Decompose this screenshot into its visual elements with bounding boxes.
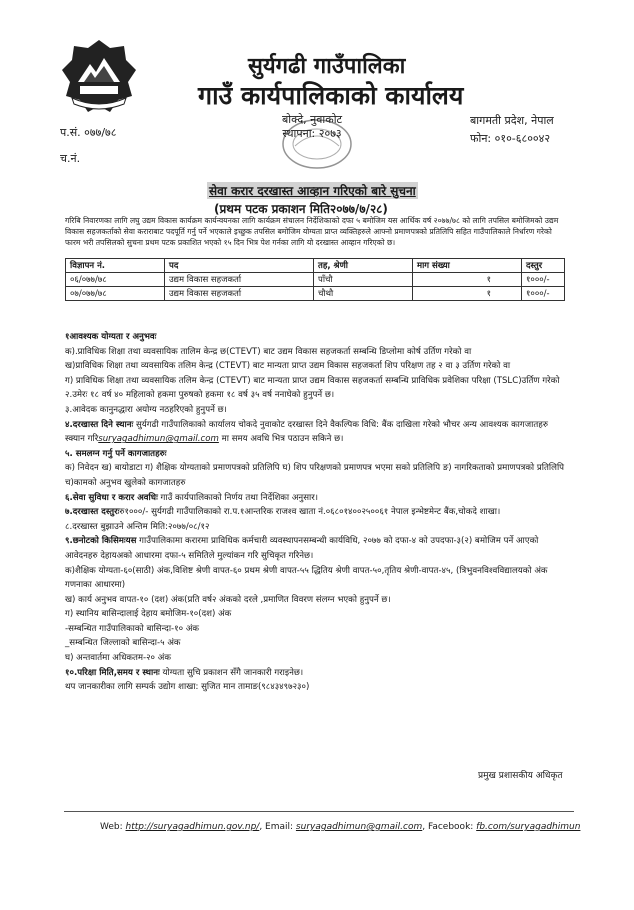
application-email-link[interactable]: suryagadhimun@gmail.com — [98, 434, 219, 445]
cell-demand: १ — [413, 287, 522, 301]
table-header-row — [66, 259, 565, 273]
vacancy-table — [65, 258, 565, 301]
footer-divider — [64, 811, 574, 812]
qualification-a: क).प्राविधिक शिक्षा तथा व्यवसायिक तालिम केन्द्र छ(CTEVT) बाट उद्यम विकास सहजकर्ता सम्बन्धि डिप्लोमा कोर्ष उर्तिण गरेको वा — [65, 346, 472, 357]
selection-heading: ९.छनोटको किसिमःयस — [65, 536, 137, 547]
table-row — [66, 273, 565, 287]
notice-body — [65, 330, 565, 695]
qualification-b: ख)प्राविधिक शिक्षा तथा व्यवसायिक तलिम केन्द्र (CTEVT) बाट मान्यता प्राप्त उद्यम विकास सहजकर्ता शिप परिक्षण तह २ वा ३ उर्तिण गरेको वा — [65, 361, 511, 372]
service-terms-text: गाउँ कार्यपालिकाको निर्णय तथा निर्देशिका अनुसार। — [160, 492, 319, 503]
province: बागमती प्रदेश, नेपाल — [470, 114, 554, 127]
chalani-number: च.नं. — [60, 152, 81, 165]
section-application-place — [65, 418, 565, 447]
section-qualification-heading: १आवश्यक योग्यता र अनुभवः — [65, 332, 157, 342]
cell-ad-no: ०७/०७७/७८ — [66, 287, 165, 301]
col-header-fee: दस्तुर — [522, 259, 565, 273]
cell-post: उद्यम विकास सहजकर्ता — [165, 287, 314, 301]
application-place-text: सुर्यगढी गाउँपालिकाको कार्यालय चोकदे नुवाकोट दरखास्त दिने वैकल्पिक विधि: बैंक दाखिला गरेको भौचर अन्य आवश्यक कागजातहरु स्क्यान गरि — [65, 419, 548, 445]
notice-intro: गरिबि निवारणका लागि लघु उद्यम विकास कार्यक्रम कार्यन्वयनका लागि कार्यक्रम संचालन निर्देशिकाको दफा ५ बमोजिम यस आर्थिक वर्ष २०७७/७८ को लागि तपसिल बमोजिमको उद्यम विकास सहजकर्ताको सेवा कराराबाट पदपूर्ति गर्नु पर्ने भएकाले इच्छुक तपसिल बमोजिम योग्यता प्राप्त व्यक्तिहरुले आफ्नो प्रमाणपत्रको प्रतिलिपि सहित गाउँपालिकाले निर्धारण गरेको फारम भरी तपसिलको सुचना प्रथम पटक प्रकाशित भएको १५ दिन भित्र पेश गर्नका लागि यो दरखास्त आव्हान गरिएको छ। — [65, 216, 559, 247]
office-address — [282, 113, 342, 141]
footer-web-link[interactable]: http://suryagadhimun.gov.np/ — [125, 822, 260, 832]
cell-post: उद्यम विकास सहजकर्ता — [165, 273, 314, 287]
table-row — [66, 287, 565, 301]
notice-subtitle: (प्रथम पटक प्रकाशन मिति२०७७/७/२८) — [214, 202, 388, 216]
selection-c: ग) स्थानिय बासिन्दालाई देहाय बमोजिम-१०(दश) अंक — [65, 609, 232, 620]
service-terms-heading: ६.सेवा सुविधा र करार अवधिः — [65, 492, 158, 503]
nepal-emblem-icon — [58, 36, 140, 118]
footer — [100, 822, 580, 832]
address-line: बोक्दे, नुवाकोट — [282, 113, 343, 126]
qualification-c: ग) प्राविधिक शिक्षा तथा व्यवसायिक तलिम केन्द्र (CTEVT) बाट मान्यता प्राप्त उद्यम विकास सहजकर्ता सम्बन्धि प्राविधिक प्रवेशिका परिक्षा (TSLC)उर्तिण गरेको — [65, 375, 560, 386]
section-deadline: ८.दरखास्त बुझाउने अन्तिम मिति:२०७७/०८/१२ — [65, 521, 210, 532]
application-fee-heading: ७.दरखास्त दस्तुरः — [65, 507, 120, 518]
selection-a: क)शैक्षिक योग्यता-६०(साठी) अंक,विशिष्ट श्रेणी वापत-६० प्रथम श्रेणी वापत-५५ द्धितिय श्रेणी वापत-५०,तृतिय श्रेणी-वापत-४५, (त्रिभुवनविश्वविद्यालयको अंक गणनाका आधारमा) — [65, 565, 548, 591]
application-place-tail: मा समय अवधि भित्र पठाउन सकिने छ। — [221, 434, 344, 445]
phone: फोन: ०१०-६८००४२ — [470, 132, 551, 145]
notice-title: सेवा करार दरखास्त आव्हान गरिएको बारे सुचना — [209, 184, 416, 198]
selection-c2: _सम्बन्धित जिल्लाको बासिन्दा-५ अंक — [65, 638, 181, 649]
section-application-fee — [65, 505, 565, 520]
section-eligibility: ३.आवेदक कानुनद्धारा अयोग्य नठहरिएको हुनुपर्ने छ। — [65, 404, 227, 415]
cell-demand: १ — [413, 273, 522, 287]
exam-text: योग्यता सुचि प्रकाशन सँगै जानकारी गराइनेछ। — [162, 667, 304, 678]
cell-fee: १०००/- — [522, 287, 565, 301]
cell-ad-no: ०६/०७७/७८ — [66, 273, 165, 287]
exam-heading: १०.परिक्षा मिति,समय र स्थानः — [65, 667, 160, 678]
section-age: २.उमेरः १८ वर्ष ४० महिलाको हकमा पुरुषको हकमा १८ वर्ष ३५ वर्ष ननाघेको हुनुपर्ने छ। — [65, 390, 335, 401]
footer-web-label: Web: — [100, 822, 126, 832]
application-fee-text: रु१०००/- सुर्यगढी गाउँपालिकाको रा.प.१आन्तरिक राजश्व खाता नं.०६८०१४००२५००६१ नेपाल इन्भेष्टमेन्ट बैंक,चोकदे शाखा। — [119, 507, 501, 518]
section-service-terms — [65, 491, 565, 506]
office-name: गाउँ कार्यपालिकाको कार्यालय — [198, 81, 464, 110]
established-line: स्थापना: २०७३ — [282, 127, 342, 140]
section-selection — [65, 534, 565, 563]
patra-sankhya: प.सं. ०७७/७८ — [60, 126, 117, 139]
col-header-demand: माग संख्या — [413, 259, 522, 273]
cell-level: पाँचौ — [314, 273, 413, 287]
application-place-heading: ४.दरखास्त दिने स्थानः — [65, 419, 134, 430]
selection-c1: -सम्बन्धित गाउँपालिकाको बासिन्दा-१० अंक — [65, 623, 199, 634]
footer-fb-label: , Facebook: — [422, 822, 477, 832]
section-exam — [65, 666, 565, 681]
reference-numbers — [60, 120, 116, 172]
contact-info — [470, 112, 554, 148]
footer-email-link[interactable]: suryagadhimun@gmail.com — [295, 822, 423, 832]
cell-fee: १०००/- — [522, 273, 565, 287]
contact-line: थप जानकारीका लागि सम्पर्क उद्योग शाखा: सुजित मान तामाङ(९८४३४९७२३०) — [65, 682, 310, 693]
municipality-name: सुर्यगढी गाउँपालिका — [248, 54, 406, 79]
footer-email-label: , Email: — [259, 822, 296, 832]
col-header-ad-no: विज्ञापन नं. — [66, 259, 165, 273]
selection-text: गाउँपालिकामा करारमा प्राविधिक कर्मचारी व्यवस्थापनसम्बन्धी कार्यविधि, २०७७ को दफा-४ को उपदफा-३(२) बमोजिम पर्ने आएको आवेदनहरु देहायअको आधारमा दफा-५ समितिले मुल्यांकन गरि सुचिकृत गरिनेछ। — [65, 536, 539, 561]
signatory-title: प्रमुख प्रशासकीय अधिकृत — [478, 771, 563, 781]
col-header-level: तह, श्रेणी — [314, 259, 413, 273]
col-header-post: पद — [165, 259, 314, 273]
section-documents-heading: ५. समलग्न गर्नु पर्ने कागजातहरुः — [65, 448, 167, 459]
cell-level: चौथौ — [314, 287, 413, 301]
documents-list: क) निवेदन ख) बायोडाटा ग) शैक्षिक योग्यताको प्रमाणपत्रको प्रतिलिपि घ) शिप परिक्षणको प्रमाणपत्र भएमा सको प्रतिलिपि ङ) नागरिकताको प्रमाणपत्रको प्रतिलिपि च)कामको अनुभव खुलेको कागजातहरु — [65, 463, 565, 488]
selection-d: घ) अन्तवार्तमा अधिकतम-२० अंक — [65, 653, 171, 664]
footer-facebook-link[interactable]: fb.com/suryagadhimun — [476, 822, 581, 832]
selection-b: ख) कार्य अनुभव वापत-१० (दश) अंक(प्रति वर्ष२ अंकको दरले ,प्रमाणित विवरण संलग्न भएको हुनुपर्ने छ। — [65, 594, 391, 605]
